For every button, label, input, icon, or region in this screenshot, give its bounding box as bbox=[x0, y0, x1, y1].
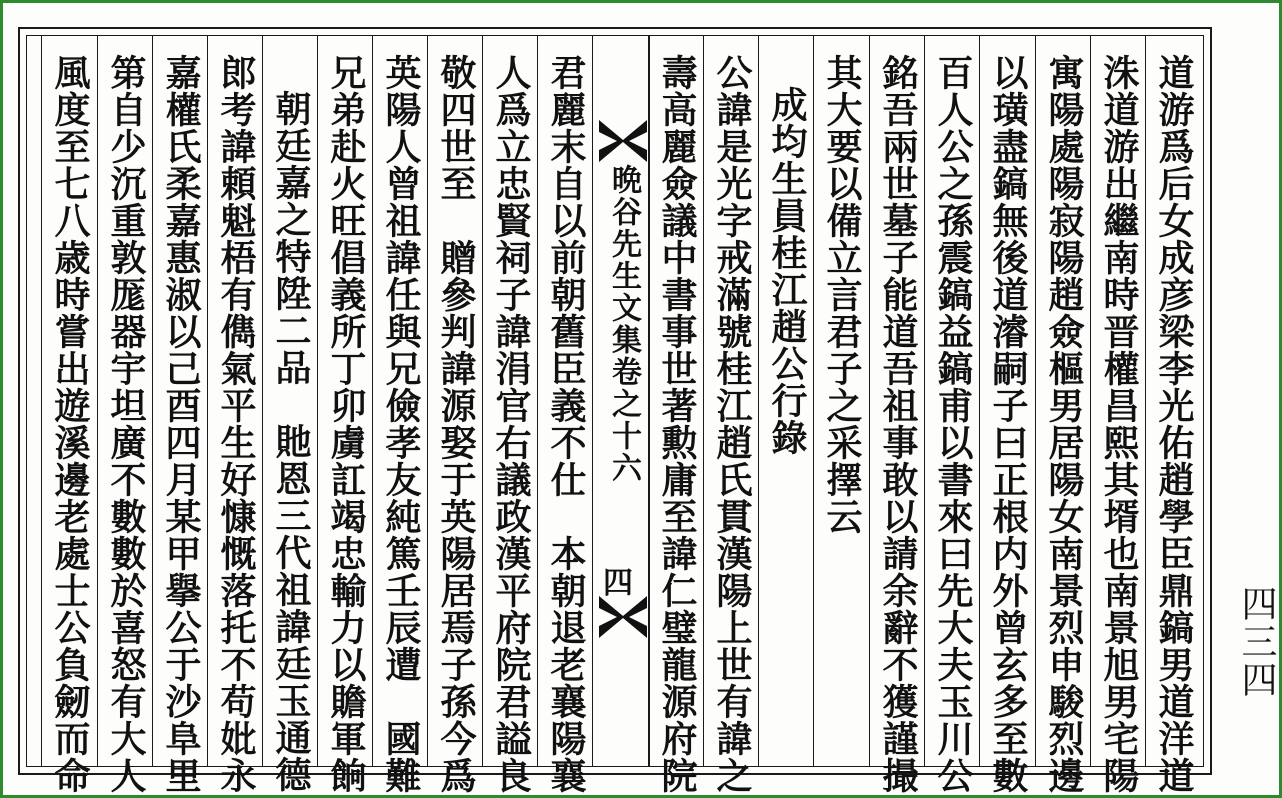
column-text: 第自少沉重敦厖器宇坦廣不數數於喜怒有大人 bbox=[105, 54, 147, 794]
text-column bbox=[317, 36, 373, 794]
column-text: 朝廷嘉之特陞二品 貤恩三代祖諱廷玉通德 bbox=[270, 90, 312, 793]
column-text: 郎考諱頼魁梧有儁氣平生好慷慨落托不苟妣永 bbox=[215, 54, 257, 794]
text-column bbox=[979, 36, 1036, 794]
text-column bbox=[207, 36, 263, 794]
text-column bbox=[427, 36, 483, 794]
text-column bbox=[703, 36, 759, 794]
text-column bbox=[1090, 36, 1146, 794]
column-text: 壽高麗僉議中書事世著勲庸至諱仁璧龍源府院 bbox=[656, 54, 698, 794]
column-text: 敬四世至 贈參判諱源娶于英陽居焉子孫今爲 bbox=[435, 54, 477, 794]
column-text: 洙道游出繼南時晋權昌熙其壻也南景旭男宅陽 bbox=[1098, 54, 1140, 794]
text-column bbox=[1145, 36, 1204, 794]
column-text: 寓陽處陽寂陽趙僉樞男居陽女南景烈申駿烈邊 bbox=[1043, 54, 1085, 794]
page-inner-border bbox=[26, 35, 1204, 794]
column-text: 人爲立忠賢祠子諱涓官右議政漢平府院君謚良 bbox=[490, 54, 532, 794]
book-page bbox=[18, 27, 1212, 794]
text-column bbox=[97, 36, 153, 794]
column-text: 公諱是光字戒滿號桂江趙氏貫漢陽上世有諱之 bbox=[711, 54, 753, 794]
text-column bbox=[152, 36, 208, 794]
text-column bbox=[482, 36, 538, 794]
text-column bbox=[869, 36, 925, 794]
section-heading: 成均生員桂江趙公行錄 bbox=[766, 86, 808, 456]
column-text: 英陽人曾祖諱任與兄儉孝友純篤壬辰遭 國難 bbox=[380, 54, 422, 794]
text-column bbox=[1035, 36, 1091, 794]
column-text: 風度至七八歳時嘗出遊溪邊老處士公負劒而命 bbox=[49, 54, 91, 794]
page-number: 四 bbox=[603, 566, 633, 601]
text-column bbox=[41, 36, 98, 794]
column-text: 百人公之孫震鎬益鎬甫以書來曰先大夫玉川公 bbox=[932, 54, 974, 794]
fish-tail-ornament-bottom bbox=[599, 596, 647, 638]
fish-tail-ornament-top bbox=[599, 120, 647, 162]
text-column bbox=[813, 36, 870, 766]
column-text: 道游爲后女成彦梁李光佑趙學臣鼎鎬男道洋道 bbox=[1153, 54, 1195, 794]
text-column bbox=[924, 36, 980, 794]
text-column bbox=[537, 36, 593, 794]
column-text: 其大要以備立言君子之采擇云 bbox=[821, 54, 863, 535]
column-text: 君麗末自以前朝舊臣義不仕 本朝退老襄陽襄 bbox=[545, 54, 587, 794]
text-column bbox=[758, 36, 814, 766]
text-column bbox=[648, 36, 704, 794]
column-text: 銘吾兩世墓子能道吾祖事敢以請余辭不獲謹撮 bbox=[877, 54, 919, 794]
side-page-number: 四三四 bbox=[1236, 585, 1277, 699]
center-fold bbox=[592, 36, 650, 766]
column-text: 嘉權氏柔嘉惠淑以己酉四月某甲擧公于沙阜里 bbox=[160, 54, 202, 794]
text-column bbox=[262, 36, 318, 793]
text-column bbox=[372, 36, 428, 794]
column-text: 兄弟赴火旺倡義所丁卯虜訌竭忠輸力以贍軍餉 bbox=[325, 54, 367, 794]
column-text: 以璜盡鎬無後道濬嗣子曰正根内外曾玄多至數 bbox=[987, 54, 1029, 794]
book-title: 晩谷先生文集卷之十六 bbox=[606, 164, 641, 484]
